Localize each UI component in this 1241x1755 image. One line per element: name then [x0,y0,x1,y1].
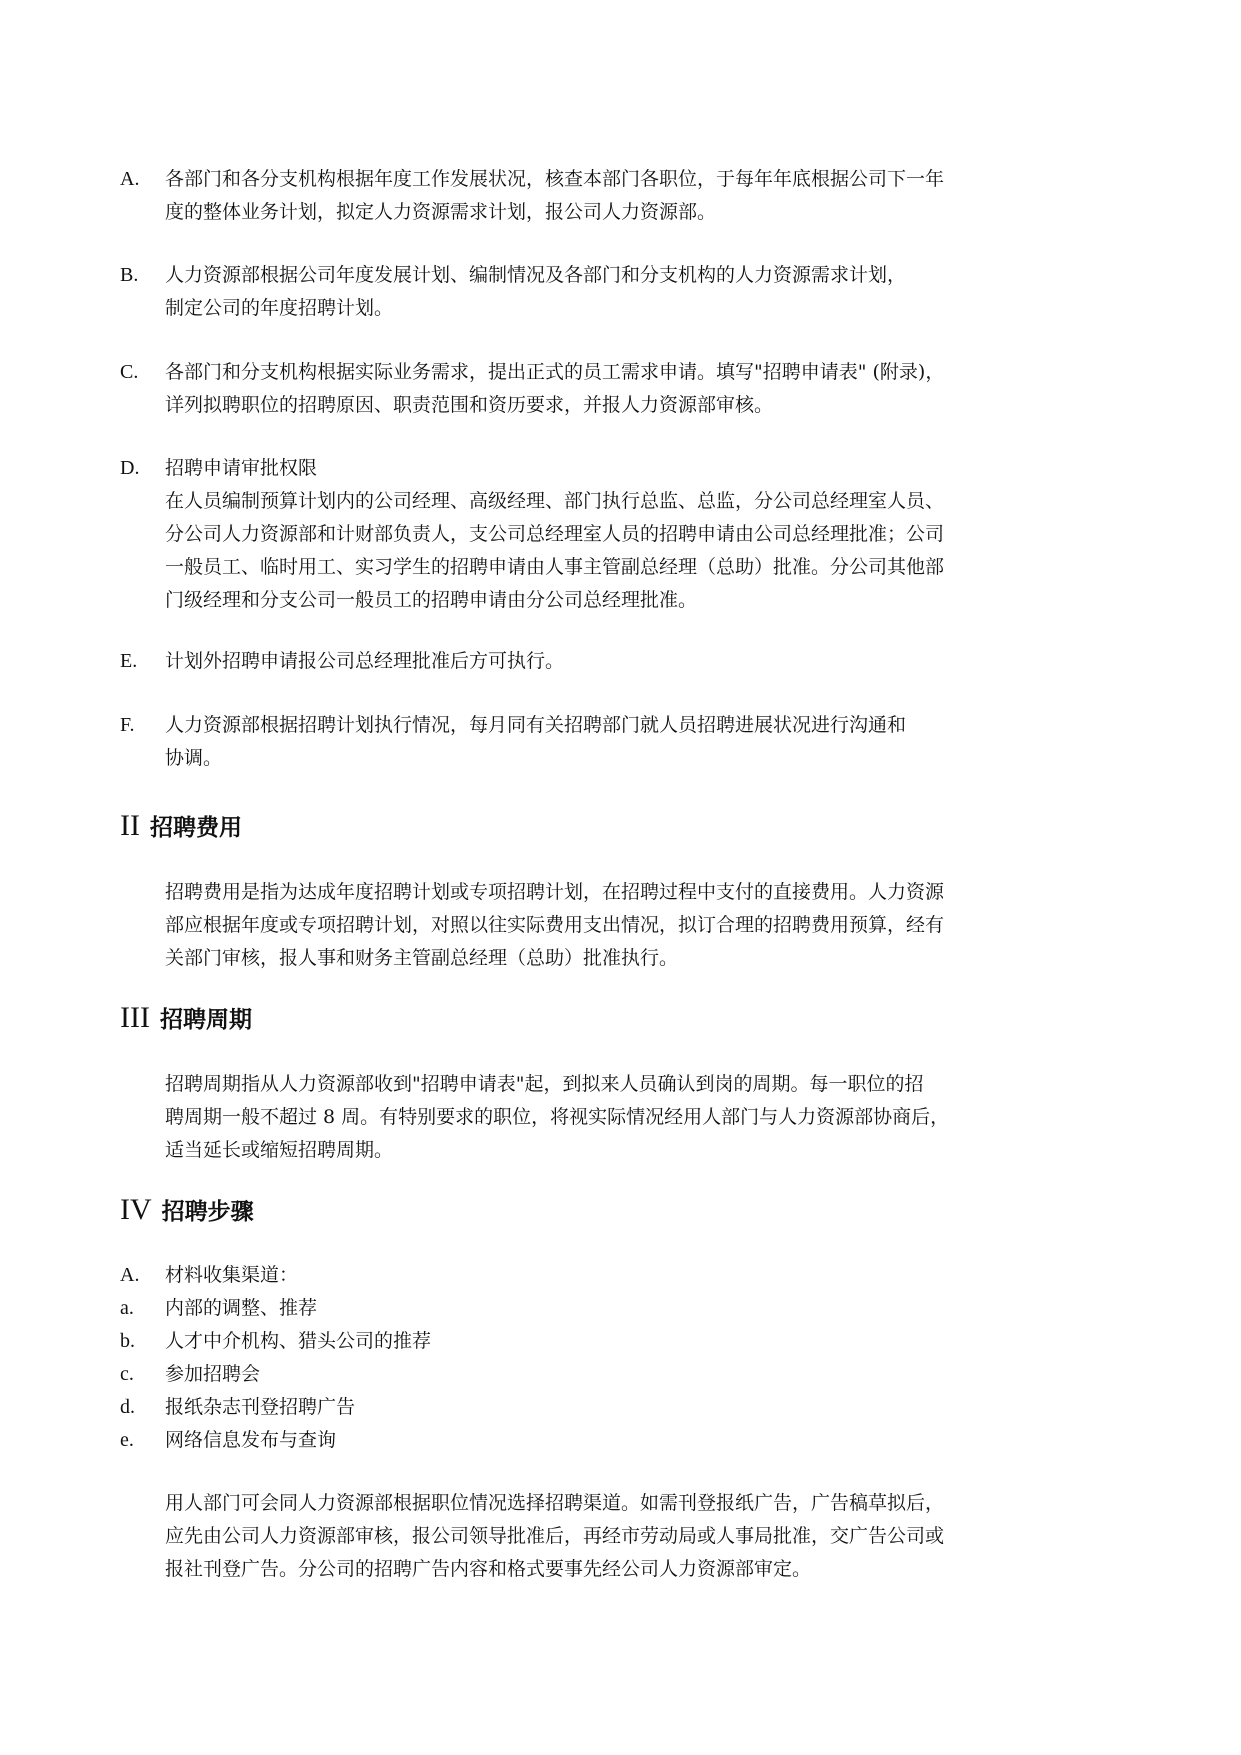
text-line: 人才中介机构、猎头公司的推荐 [165,1330,432,1352]
text-line: 网络信息发布与查询 [165,1429,337,1451]
text-line: 报社刊登广告。分公司的招聘广告内容和格式要事先经公司人力资源部审定。 [165,1558,812,1580]
section-title: 招聘步骤 [161,1198,254,1225]
text-line: 门级经理和分支公司一般员工的招聘申请由分公司总经理批准。 [165,589,698,611]
text-line: 各部门和各分支机构根据年度工作发展状况，核查本部门各职位，于每年年底根据公司下一年 [165,168,945,190]
list-marker: A. [120,1264,140,1286]
text-line: 人力资源部根据招聘计划执行情况，每月同有关招聘部门就人员招聘进展状况进行沟通和 [165,714,907,736]
text-line: 部应根据年度或专项招聘计划，对照以往实际费用支出情况，拟订合理的招聘费用预算，经有 [165,914,945,936]
text-line: 计划外招聘申请报公司总经理批准后方可执行。 [165,650,565,672]
section-number: II [120,809,140,842]
step-item [120,1292,1060,1325]
step-item [120,1391,1060,1424]
text-line: 招聘周期指从人力资源部收到"招聘申请表"起，到拟来人员确认到岗的周期。每一职位的招 [165,1073,924,1095]
text-line: 协调。 [165,747,223,769]
list-marker: c. [120,1363,134,1385]
step-item [120,1424,1060,1457]
text-line: 聘周期一般不超过 8 周。有特别要求的职位，将视实际情况经用人部门与人力资源部协商后， [165,1106,950,1128]
text-line: 适当延长或缩短招聘周期。 [165,1139,394,1161]
text-line: 详列拟聘职位的招聘原因、职责范围和资历要求，并报人力资源部审核。 [165,394,774,416]
list-marker: a. [120,1297,134,1319]
list-marker: d. [120,1396,135,1418]
list-item [120,709,1060,775]
step-item [120,1358,1060,1391]
list-marker: B. [120,264,139,286]
text-line: 用人部门可会同人力资源部根据职位情况选择招聘渠道。如需刊登报纸广告，广告稿草拟后， [165,1492,945,1514]
list-marker: b. [120,1330,135,1352]
section-number: III [120,1001,150,1034]
text-line: 参加招聘会 [165,1363,261,1385]
step-item [120,1325,1060,1358]
text-line: 在人员编制预算计划内的公司经理、高级经理、部门执行总监、总监，分公司总经理室人员、 [165,490,945,512]
section-title: 招聘费用 [149,814,242,841]
list-marker: E. [120,650,138,672]
list-item [120,452,1060,617]
text-line: 招聘申请审批权限 [165,457,318,479]
list-marker: F. [120,714,135,736]
closing-paragraph [165,1487,1060,1586]
list-marker: C. [120,361,139,383]
text-line: 制定公司的年度招聘计划。 [165,297,394,319]
text-line: 招聘费用是指为达成年度招聘计划或专项招聘计划，在招聘过程中支付的直接费用。人力资源 [165,881,945,903]
text-line: 一般员工、临时用工、实习学生的招聘申请由人事主管副总经理（总助）批准。分公司其他部 [165,556,945,578]
text-line: 度的整体业务计划，拟定人力资源需求计划，报公司人力资源部。 [165,201,717,223]
text-line: 人力资源部根据公司年度发展计划、编制情况及各部门和分支机构的人力资源需求计划， [165,264,907,286]
text-line: 分公司人力资源部和计财部负责人，支公司总经理室人员的招聘申请由公司总经理批准；公司 [165,523,945,545]
step-item [120,1259,1060,1292]
text-line: 各部门和分支机构根据实际业务需求，提出正式的员工需求申请。填写"招聘申请表" (附录)， [165,361,945,383]
section-title: 招聘周期 [159,1006,252,1033]
text-line: 关部门审核，报人事和财务主管副总经理（总助）批准执行。 [165,947,679,969]
list-item [120,645,1060,678]
text-line: 内部的调整、推荐 [165,1297,318,1319]
list-item [120,356,1060,422]
section-number: IV [120,1193,152,1226]
section-heading [120,1000,252,1038]
section-heading [120,808,242,846]
list-item [120,163,1060,229]
list-marker: e. [120,1429,134,1451]
list-item [120,259,1060,325]
list-marker: A. [120,168,140,190]
section-paragraph [165,1068,1060,1167]
list-marker: D. [120,457,140,479]
text-line: 应先由公司人力资源部审核，报公司领导批准后，再经市劳动局或人事局批准，交广告公司或 [165,1525,945,1547]
section-heading [120,1192,254,1230]
section-paragraph [165,876,1060,975]
text-line: 报纸杂志刊登招聘广告 [165,1396,356,1418]
text-line: 材料收集渠道： [165,1264,299,1286]
